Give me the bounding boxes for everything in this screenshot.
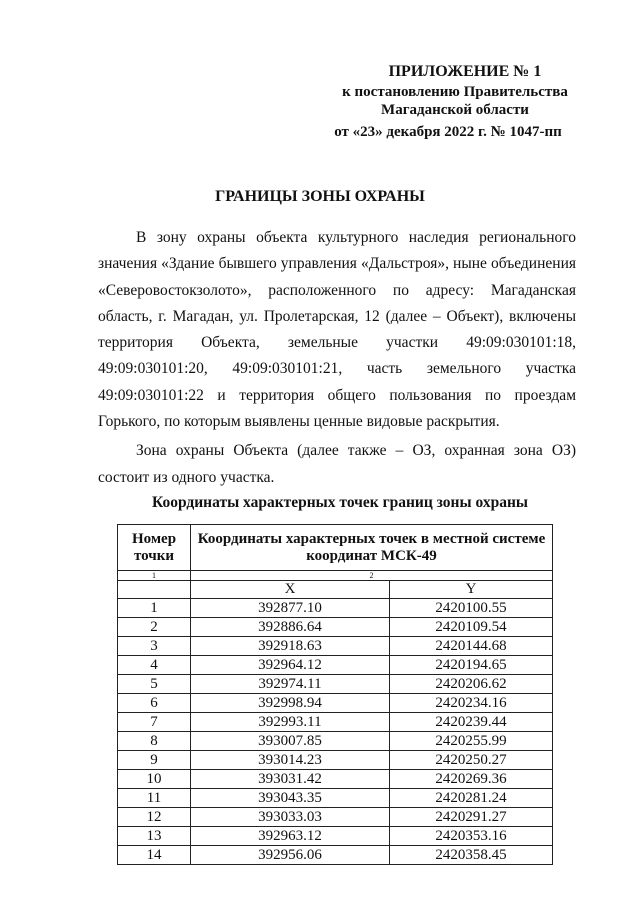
coordinate-x: 393031.42 — [191, 770, 390, 789]
coordinates-table-body — [118, 599, 553, 865]
coordinate-y: 2420234.16 — [390, 694, 553, 713]
coordinate-x: 392886.64 — [191, 618, 390, 637]
point-number: 4 — [118, 656, 191, 675]
coordinate-x: 393043.35 — [191, 789, 390, 808]
axis-label-x: X — [191, 581, 390, 599]
appendix-resolution: к постановлению Правительства — [342, 84, 568, 100]
table-row — [118, 789, 553, 808]
column-number-1: 1 — [118, 571, 191, 581]
coordinate-y: 2420255.99 — [390, 732, 553, 751]
axis-label-empty — [118, 581, 191, 599]
paragraph: В зону охраны объекта культурного наследия регионального значения «Здание бывшего управления «Дальстроя», ныне объединения «Северовостокзолото», расположенного по адресу: Магаданская область, г. Магадан, ул. Пролетарская, 12 (далее – Объект), включены территория Объекта, земельные участки 49:09:030101:18, 49:09:030101:20, 49:09:030101:21, часть земельного участка 49:09:030101:22 и территория общего пользования по проездам Горького, по которым выявлены ценные видовые раскрытия. — [98, 229, 576, 431]
coordinate-y: 2420144.68 — [390, 637, 553, 656]
coordinate-x: 393007.85 — [191, 732, 390, 751]
table-header-row — [118, 525, 553, 571]
table-row — [118, 656, 553, 675]
table-row — [118, 675, 553, 694]
coordinate-y: 2420100.55 — [390, 599, 553, 618]
page-title: ГРАНИЦЫ ЗОНЫ ОХРАНЫ — [215, 188, 425, 205]
coordinate-y: 2420281.24 — [390, 789, 553, 808]
table-row — [118, 770, 553, 789]
appendix-date: от «23» декабря 2022 г. № 1047-пп — [334, 124, 562, 140]
table-row — [118, 808, 553, 827]
table-row — [118, 713, 553, 732]
axis-label-row — [118, 581, 553, 599]
table-row — [118, 846, 553, 865]
axis-label-y: Y — [390, 581, 553, 599]
coordinate-y: 2420206.62 — [390, 675, 553, 694]
point-number: 2 — [118, 618, 191, 637]
point-number: 10 — [118, 770, 191, 789]
coordinate-y: 2420358.45 — [390, 846, 553, 865]
table-row — [118, 694, 553, 713]
appendix-region: Магаданской области — [381, 102, 529, 118]
point-number: 13 — [118, 827, 191, 846]
coordinate-y: 2420250.27 — [390, 751, 553, 770]
point-number: 6 — [118, 694, 191, 713]
coordinate-x: 392964.12 — [191, 656, 390, 675]
coordinate-x: 392998.94 — [191, 694, 390, 713]
table-row — [118, 599, 553, 618]
coordinate-x: 392877.10 — [191, 599, 390, 618]
table-row — [118, 637, 553, 656]
point-number: 5 — [118, 675, 191, 694]
point-number: 3 — [118, 637, 191, 656]
point-number: 12 — [118, 808, 191, 827]
column-number-2: 2 — [191, 571, 553, 581]
point-number: 11 — [118, 789, 191, 808]
column-header-number: Номер точки — [118, 525, 191, 571]
coordinate-x: 392974.11 — [191, 675, 390, 694]
coordinate-x: 392993.11 — [191, 713, 390, 732]
table-row — [118, 827, 553, 846]
coordinate-x: 392963.12 — [191, 827, 390, 846]
coordinate-x: 392956.06 — [191, 846, 390, 865]
point-number: 14 — [118, 846, 191, 865]
coordinates-table — [117, 524, 553, 865]
point-number: 7 — [118, 713, 191, 732]
point-number: 8 — [118, 732, 191, 751]
table-row — [118, 732, 553, 751]
table-row — [118, 618, 553, 637]
paragraph: Зона охраны Объекта (далее также – ОЗ, охранная зона ОЗ) состоит из одного участка. — [98, 442, 576, 486]
coordinate-y: 2420194.65 — [390, 656, 553, 675]
coordinate-y: 2420291.27 — [390, 808, 553, 827]
coordinate-y: 2420353.16 — [390, 827, 553, 846]
column-header-coordinates: Координаты характерных точек в местной системе координат МСК-49 — [191, 525, 553, 571]
table-row — [118, 751, 553, 770]
point-number: 1 — [118, 599, 191, 618]
point-number: 9 — [118, 751, 191, 770]
appendix-header — [330, 63, 580, 141]
coordinate-x: 393033.03 — [191, 808, 390, 827]
coordinate-y: 2420239.44 — [390, 713, 553, 732]
coordinate-x: 392918.63 — [191, 637, 390, 656]
column-number-row — [118, 571, 553, 581]
coordinate-y: 2420269.36 — [390, 770, 553, 789]
coordinate-y: 2420109.54 — [390, 618, 553, 637]
table-title: Координаты характерных точек границ зоны охраны — [152, 494, 528, 511]
document-body — [98, 225, 576, 491]
appendix-number: ПРИЛОЖЕНИЕ № 1 — [388, 63, 542, 80]
coordinate-x: 393014.23 — [191, 751, 390, 770]
